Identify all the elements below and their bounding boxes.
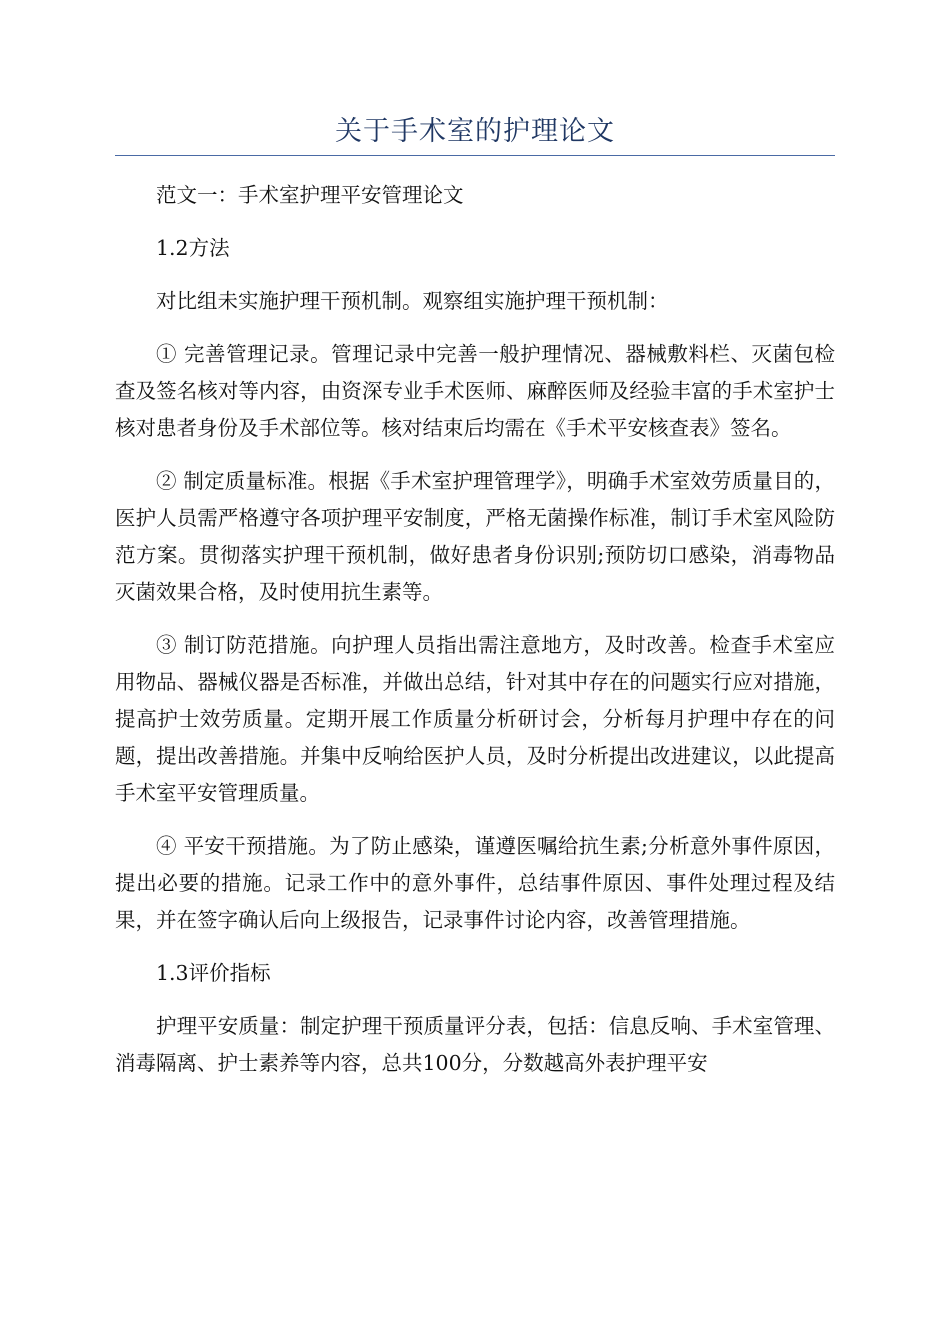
body-paragraph: 护理平安质量：制定护理干预质量评分表，包括：信息反响、手术室管理、消毒隔离、护士素养等内容，总共100分，分数越高外表护理平安	[115, 1014, 835, 1075]
subsection-heading: 1.2方法	[156, 236, 230, 260]
title-underline	[115, 155, 835, 156]
document-title: 关于手术室的护理论文	[335, 116, 615, 147]
document-body	[115, 177, 835, 1098]
body-paragraph: ② 制定质量标准。根据《手术室护理管理学》，明确手术室效劳质量目的，医护人员需严格遵守各项护理平安制度，严格无菌操作标准，制订手术室风险防范方案。贯彻落实护理干预机制，做好患者身份识别;预防切口感染，消毒物品灭菌效果合格，及时使用抗生素等。	[115, 469, 835, 604]
body-paragraph: ④ 平安干预措施。为了防止感染，谨遵医嘱给抗生素;分析意外事件原因，提出必要的措施。记录工作中的意外事件，总结事件原因、事件处理过程及结果，并在签字确认后向上级报告，记录事件讨论内容，改善管理措施。	[115, 834, 835, 932]
section-heading: 范文一：手术室护理平安管理论文	[156, 183, 464, 207]
body-paragraph: 对比组未实施护理干预机制。观察组实施护理干预机制：	[156, 289, 669, 313]
subsection-heading: 1.3评价指标	[156, 961, 271, 985]
body-paragraph: ① 完善管理记录。管理记录中完善一般护理情况、器械敷料栏、灭菌包检查及签名核对等内容，由资深专业手术医师、麻醉医师及经验丰富的手术室护士核对患者身份及手术部位等。核对结束后均需在《手术平安核查表》签名。	[115, 342, 835, 440]
body-paragraph: ③ 制订防范措施。向护理人员指出需注意地方，及时改善。检查手术室应用物品、器械仪器是否标准，并做出总结，针对其中存在的问题实行应对措施，提高护士效劳质量。定期开展工作质量分析研讨会，分析每月护理中存在的问题，提出改善措施。并集中反响给医护人员，及时分析提出改进建议，以此提高手术室平安管理质量。	[115, 633, 835, 805]
